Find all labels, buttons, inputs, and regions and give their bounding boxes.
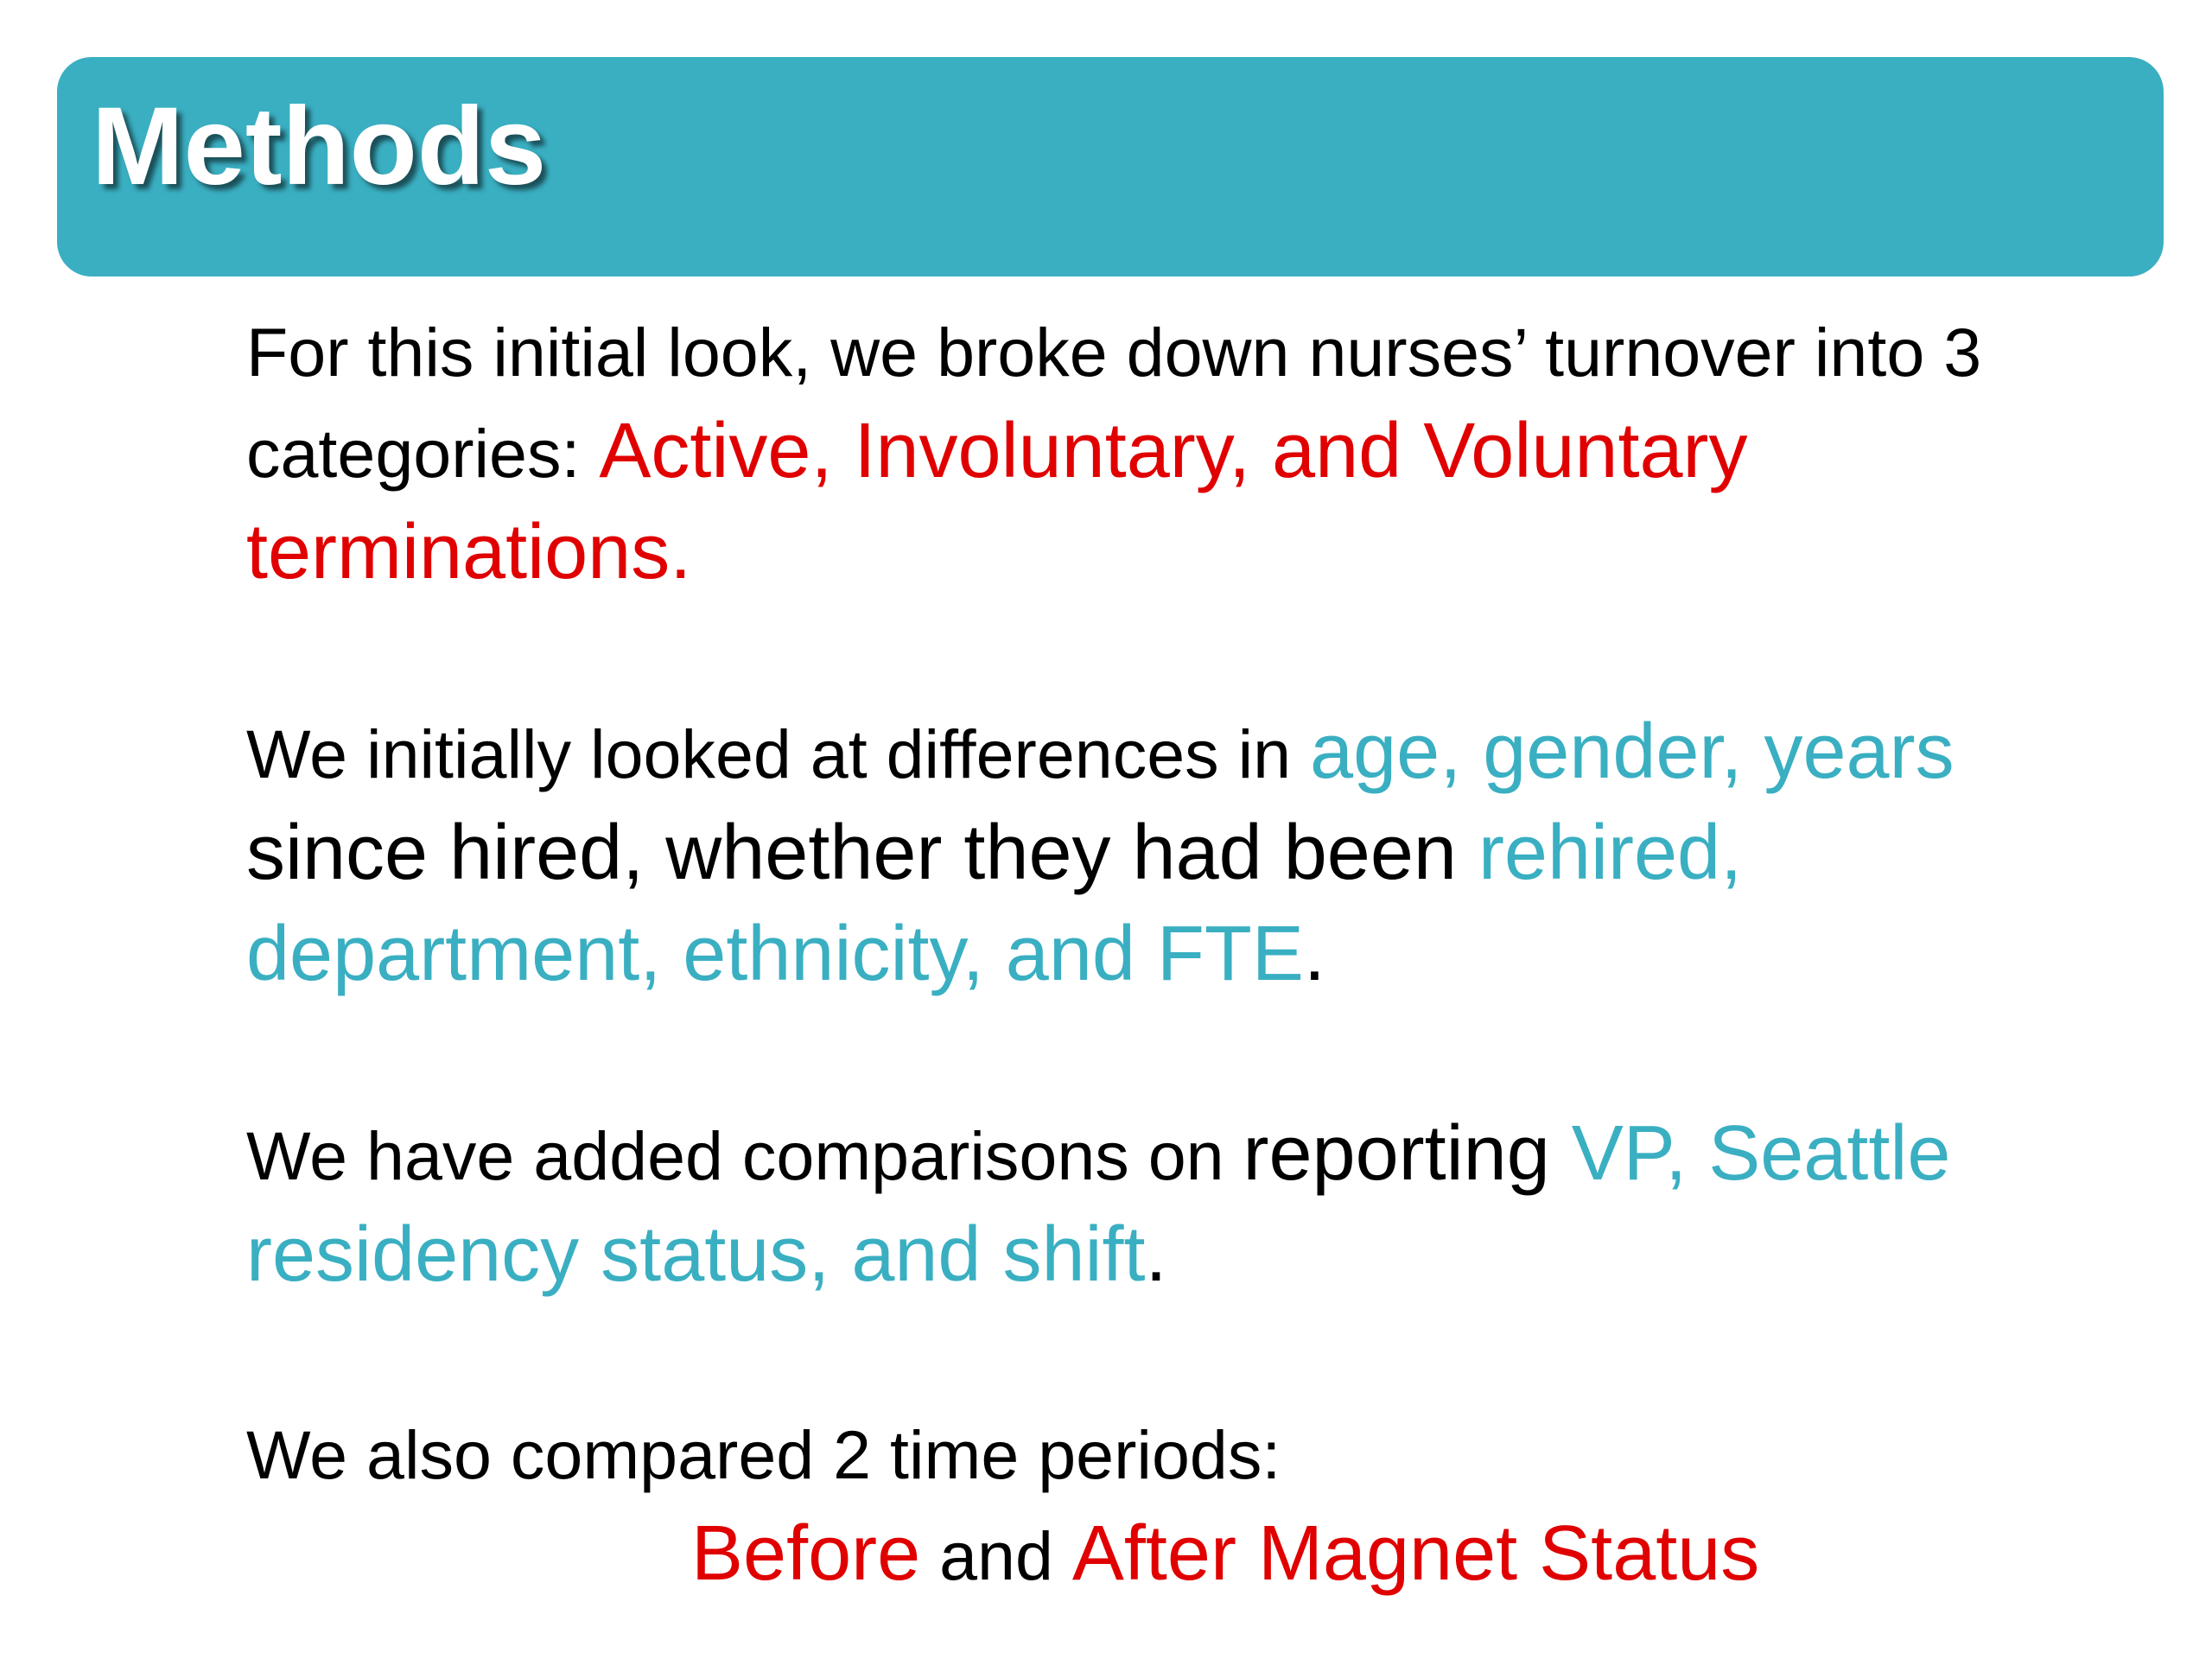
comparisons-reporting: reporting (1243, 1110, 1550, 1197)
categories-list: Active, Involuntary, and Voluntary terminations. (246, 408, 1748, 595)
title-bar (57, 57, 2164, 276)
differences-period: . (1303, 911, 1325, 997)
categories-intro: For this initial look, we broke down nurses’ turnover into 3 categories: (246, 314, 1982, 492)
period-and: and (920, 1517, 1072, 1594)
comparisons-terms: VP, Seattle residency status, and shift (246, 1110, 1951, 1298)
paragraph-comparisons (246, 1104, 2104, 1306)
slide-body (246, 302, 2104, 1605)
comparisons-intro: We have added comparisons on (246, 1117, 1243, 1194)
period-before: Before (691, 1510, 921, 1597)
time-periods-intro: We also compared 2 time periods: (246, 1416, 1281, 1493)
paragraph-time-periods (246, 1405, 2104, 1605)
paragraph-categories (246, 302, 2104, 604)
differences-terms-2: rehired, department, ethnicity, and FTE (246, 810, 1743, 997)
differences-intro: We initially looked at differences in (246, 715, 1311, 792)
comparisons-period: . (1145, 1211, 1167, 1298)
differences-middle: since hired, whether they had been (246, 810, 1478, 896)
differences-terms-1: age, gender, years (1310, 709, 1955, 795)
paragraph-differences (246, 702, 2104, 1006)
slide-title: Methods (92, 85, 547, 208)
time-periods-line (246, 1504, 2104, 1605)
period-after: After Magnet Status (1071, 1510, 1760, 1597)
